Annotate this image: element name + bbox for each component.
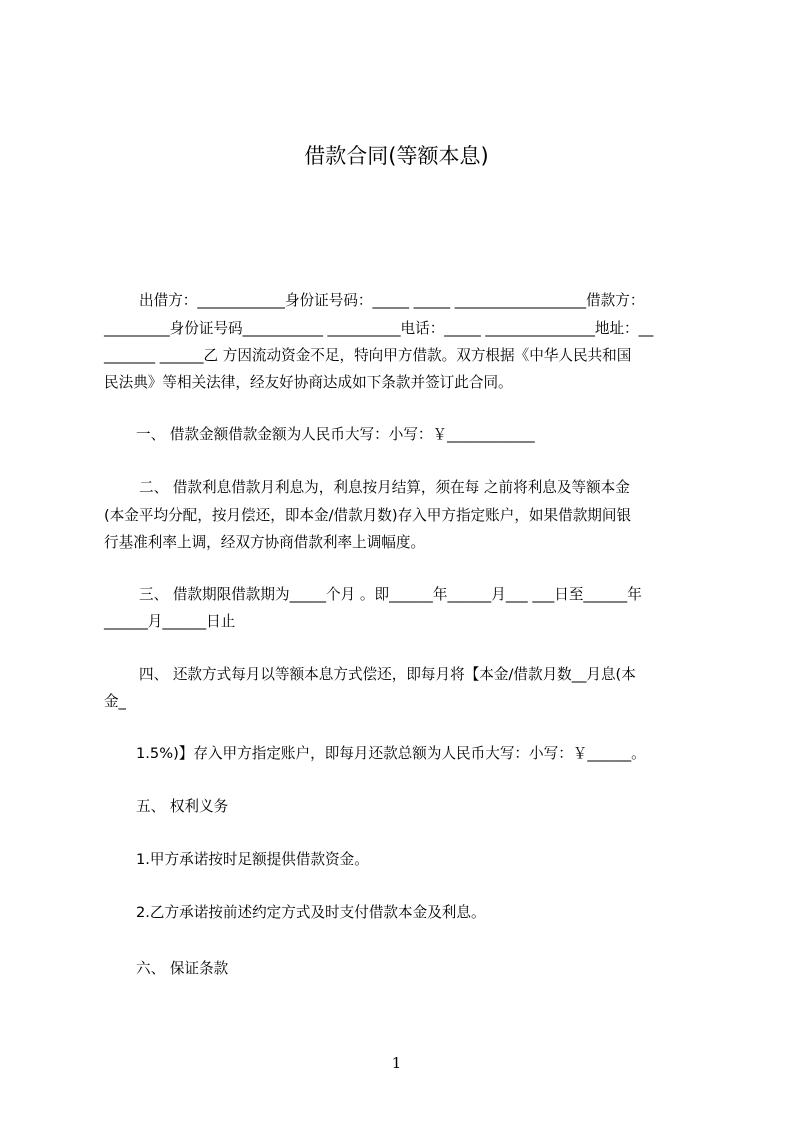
clause-6-heading: 六、 保证条款 (136, 960, 229, 977)
clause-1-amount: 一、 借款金额借款金额为人民币大写：小写：￥____________ (136, 426, 535, 443)
parties-line-1: 出借方：____________身份证号码：_____ _____ __________________借款方： (139, 292, 645, 309)
clause-4-line-2: 金_ (104, 693, 126, 710)
parties-line-2: _________身份证号码___________ __________电话：_____ _______________地址：__ (104, 320, 654, 337)
clause-2-line-3: 行基准利率上调，经双方协商借款利率上调幅度。 (104, 534, 426, 551)
page-number: 1 (391, 1054, 402, 1072)
parties-line-4: 民法典》等相关法律，经友好协商达成如下条款并签订此合同。 (104, 374, 513, 391)
clause-2-line-2: (本金平均分配，按月偿还，即本金/借款月数)存入甲方指定账户，如果借款期间银 (104, 507, 632, 524)
clause-3-line-1: 三、 借款期限借款期为_____个月 。即______年______月___ ___日至______年 (139, 586, 642, 603)
clause-5-heading: 五、 权利义务 (136, 798, 229, 815)
clause-4-line-1: 四、 还款方式每月以等额本息方式偿还，即每月将【本金/借款月数__月息(本 (139, 666, 636, 683)
clause-5-item-1: 1.甲方承诺按时足额提供借款资金。 (136, 851, 369, 868)
document-title: 借款合同(等额本息) (304, 144, 489, 168)
clause-3-line-2: ______月______日止 (104, 613, 236, 630)
parties-line-3: _______ ______乙 方因流动资金不足，特向甲方借款。双方根据《中华人民共和国 (104, 347, 632, 364)
clause-4-line-3: 1.5%)】存入甲方指定账户，即每月还款总额为人民币大写：小写：￥______。 (136, 745, 646, 762)
clause-5-item-2: 2.乙方承诺按前述约定方式及时支付借款本金及利息。 (136, 904, 486, 921)
clause-2-line-1: 二、 借款利息借款月利息为，利息按月结算，须在每 之前将利息及等额本金 (139, 479, 630, 496)
